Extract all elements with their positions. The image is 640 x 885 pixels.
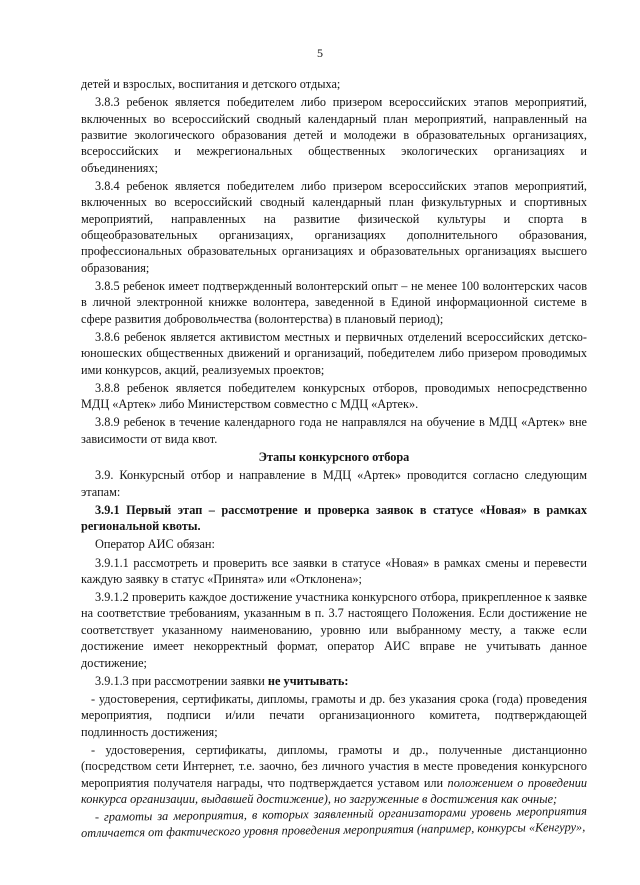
paragraph-3-8-9: 3.8.9 ребенок в течение календарного года не направлялся на обучение в МДЦ «Артек» вне зависимости от вида квот. (81, 415, 587, 446)
paragraph-3-8-4: 3.8.4 ребенок является победителем либо призером всероссийских этапов мероприятий, включенных во всероссийский сводный календарный план физкультурных и спортивных мероприятий, направленных на развитие физической культуры и спорта в общеобразовательных организациях, организациях дополнительного образования, профессиональных образовательных организациях и образовательных организациях высшего образования; (81, 178, 587, 275)
paragraph-3-9: 3.9. Конкурсный отбор и направление в МДЦ «Артек» проводится согласно следующим этапам: (81, 468, 587, 499)
page-number: 5 (317, 46, 323, 60)
paragraph-3-9-1-3-bold: не учитывать: (267, 673, 349, 688)
paragraph-3-9-1-3 (81, 673, 587, 689)
paragraph-operator: Оператор АИС обязан: (95, 537, 215, 552)
document-body (81, 76, 587, 844)
paragraph-3-9-1-2: 3.9.1.2 проверить каждое достижение участника конкурсного отбора, прикрепленное к заявке на соответствие требованиям, указанным в п. 3.7 настоящего Положения. Если достижение не соответствует указанному наименованию, уровню или выбранному месту, а также если достижение имеет некорректный формат, оператор АИС вправе не учитывать данное достижение; (81, 590, 587, 670)
paragraph-continuation: детей и взрослых, воспитания и детского отдыха; (81, 77, 341, 91)
paragraph-3-9-1-1: 3.9.1.1 рассмотреть и проверить все заявки в статусе «Новая» в рамках смены и перевести каждую заявку в статус «Принята» или «Отклонена»; (81, 555, 587, 586)
paragraph-3-8-8: 3.8.8 ребенок является победителем конкурсных отборов, проводимых непосредственно МДЦ «Артек» либо Министерством совместно с МДЦ «Артек». (81, 380, 587, 412)
paragraph-3-8-5: 3.8.5 ребенок имеет подтвержденный волонтерский опыт – не менее 100 волонтерских часов в личной электронной книжке волонтера, заведенной в Единой информационной системе в сфере развития добровольчества (волонтерства) в плановый период); (81, 278, 587, 326)
section-heading: Этапы конкурсного отбора (258, 450, 410, 465)
bullet-item-2-text: - удостоверения, сертификаты, дипломы, грамоты и др., полученные дистанционно (посредством сети Интернет, т.е. заочно, без личного участия в месте проведения конкурсного мероприятия получателя награды, что подтверждается уставом или (81, 742, 587, 790)
paragraph-3-8-3: 3.8.3 ребенок является победителем либо призером всероссийских этапов мероприятий, включенных во всероссийский сводный календарный план мероприятий, направленный на развитие экологического образования детей и молодежи в образовательных организациях, всероссийских и межрегиональных общественных экологических организациях и объединениях; (81, 95, 587, 175)
bullet-item-3: - грамоты за мероприятия, в которых заявленный организаторами уровень мероприятия отличается от фактического уровня проведения мероприятия (например, конкурсы «Кенгуру», (81, 803, 587, 841)
paragraph-3-9-1-3-text: 3.9.1.3 при рассмотрении заявки (95, 673, 268, 688)
bullet-item-2 (81, 742, 587, 808)
paragraph-3-9-1: 3.9.1 Первый этап – рассмотрение и проверка заявок в статусе «Новая» в рамках региональной квоты. (81, 502, 587, 534)
bullet-item-2-italic: положением о проведении конкурса организации, выдавшей достижение), но загруженные в достижения как очные; (81, 775, 587, 806)
bullet-item-1: - удостоверения, сертификаты, дипломы, грамоты и др. без указания срока (года) проведения мероприятия, подписи и/или печати организационного комитета, подтверждающей подлинность достижения; (81, 691, 587, 739)
paragraph-3-8-6: 3.8.6 ребенок является активистом местных и первичных отделений всероссийских детско-юношеских общественных движений и организаций, победителем либо призером проводимых ими конкурсов, акций, реализуемых проектов; (81, 329, 587, 377)
